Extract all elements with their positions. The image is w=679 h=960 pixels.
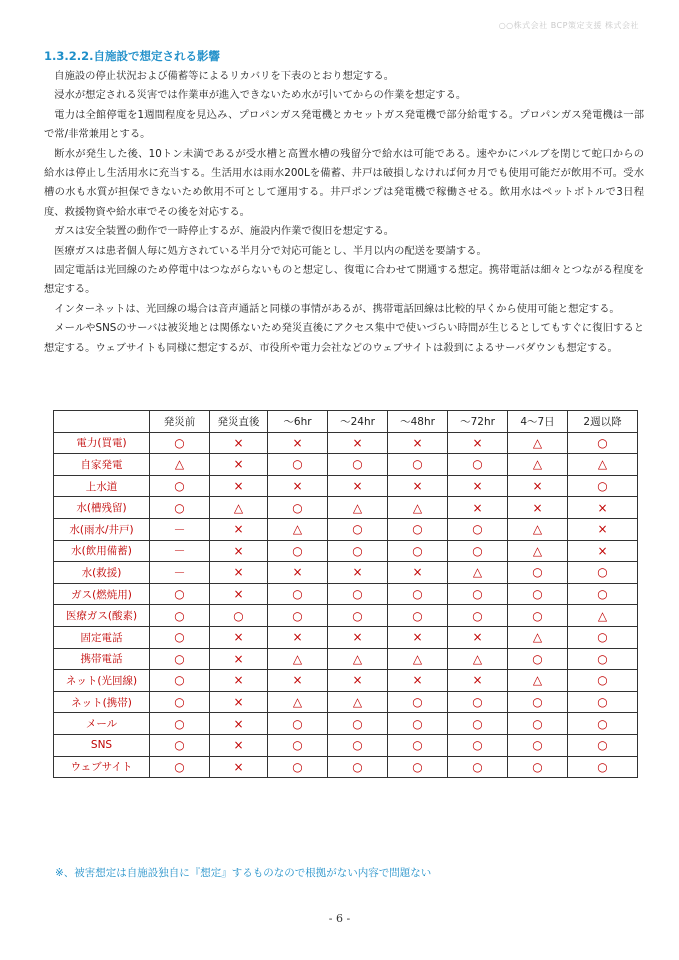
status-mark: △: [150, 454, 210, 476]
status-mark: ○: [448, 605, 508, 627]
row-label: 水(雨水/井戸): [54, 518, 150, 540]
paragraph: ガスは安全装置の動作で一時停止するが、施設内作業で復旧を想定する。: [54, 225, 395, 238]
status-mark: ×: [448, 626, 508, 648]
table-row: [54, 562, 638, 584]
row-label: SNS: [54, 734, 150, 756]
row-label: 自家発電: [54, 454, 150, 476]
paragraph: 電力は全館停電を1週間程度を見込み、プロパンガス発電機とカセットガス発電機で部分給電する。プロパンガス発電機は一部で常/非常兼用とする。: [44, 108, 644, 141]
status-mark: △: [210, 497, 268, 519]
status-mark: ○: [508, 583, 568, 605]
status-mark: ○: [150, 756, 210, 778]
status-mark: ○: [568, 626, 638, 648]
table-header-cell: [54, 411, 150, 433]
status-mark: ○: [448, 518, 508, 540]
status-mark: ○: [328, 583, 388, 605]
row-label: 携帯電話: [54, 648, 150, 670]
status-mark: △: [568, 454, 638, 476]
status-mark: ○: [388, 734, 448, 756]
table-row: [54, 756, 638, 778]
status-mark: ×: [210, 454, 268, 476]
table-header-cell: 発災前: [150, 411, 210, 433]
table-row: [54, 626, 638, 648]
table-header-cell: ～24hr: [328, 411, 388, 433]
status-mark: △: [388, 497, 448, 519]
table-row: [54, 475, 638, 497]
status-mark: ○: [150, 432, 210, 454]
status-mark: ×: [568, 540, 638, 562]
status-mark: ○: [150, 670, 210, 692]
status-mark: ×: [210, 432, 268, 454]
status-mark: ○: [568, 756, 638, 778]
status-mark: ×: [268, 475, 328, 497]
status-mark: ×: [210, 670, 268, 692]
row-label: ネット(光回線): [54, 670, 150, 692]
status-mark: ○: [448, 540, 508, 562]
status-mark: ○: [568, 648, 638, 670]
status-mark: ×: [328, 562, 388, 584]
status-mark: ○: [268, 713, 328, 735]
table-row: [54, 734, 638, 756]
table-header-cell: ～6hr: [268, 411, 328, 433]
status-mark: △: [508, 454, 568, 476]
status-mark: ○: [448, 756, 508, 778]
table-header-cell: 発災直後: [210, 411, 268, 433]
status-mark: ○: [328, 756, 388, 778]
paragraph: インターネットは、光回線の場合は音声通話と同様の事情があるが、携帯電話回線は比較的早くから使用可能と想定する。: [54, 302, 620, 315]
status-mark: ×: [448, 432, 508, 454]
status-mark: ○: [508, 648, 568, 670]
status-mark: ○: [268, 605, 328, 627]
table-row: [54, 518, 638, 540]
status-mark: △: [448, 648, 508, 670]
status-mark: ○: [508, 756, 568, 778]
status-mark: ○: [388, 540, 448, 562]
status-mark: ×: [268, 670, 328, 692]
status-mark: ×: [328, 626, 388, 648]
status-mark: ×: [268, 562, 328, 584]
status-mark: ○: [150, 734, 210, 756]
footnote: ※、被害想定は自施設独自に『想定』するものなので根拠がない内容で問題ない: [55, 867, 432, 879]
status-mark: △: [508, 518, 568, 540]
status-mark: ×: [210, 583, 268, 605]
status-mark: ○: [508, 713, 568, 735]
status-mark: ○: [568, 583, 638, 605]
status-mark: ○: [508, 605, 568, 627]
table-row: [54, 583, 638, 605]
paragraph: 固定電話は光回線のため停電中はつながらないものと想定し、復電に合わせて開通する想定。携帯電話は細々とつながる程度を想定する。: [44, 264, 644, 296]
status-mark: ○: [388, 605, 448, 627]
row-label: 電力(買電): [54, 432, 150, 454]
status-mark: △: [328, 691, 388, 713]
table-body: [54, 432, 638, 778]
status-mark: ○: [568, 713, 638, 735]
status-mark: ×: [388, 562, 448, 584]
table-header-cell: 4～7日: [508, 411, 568, 433]
status-mark: △: [508, 626, 568, 648]
status-mark: ○: [388, 713, 448, 735]
status-mark: △: [268, 691, 328, 713]
row-label: ネット(携帯): [54, 691, 150, 713]
status-mark: △: [268, 648, 328, 670]
status-mark: ○: [568, 475, 638, 497]
status-mark: △: [508, 670, 568, 692]
status-mark: －: [150, 518, 210, 540]
status-mark: ○: [150, 713, 210, 735]
status-mark: ○: [268, 756, 328, 778]
status-mark: ×: [210, 734, 268, 756]
status-mark: ○: [448, 713, 508, 735]
status-mark: ○: [150, 497, 210, 519]
status-mark: ○: [568, 562, 638, 584]
status-mark: ×: [448, 497, 508, 519]
status-mark: ○: [150, 648, 210, 670]
status-mark: ○: [508, 562, 568, 584]
status-mark: ○: [328, 454, 388, 476]
status-mark: ×: [508, 497, 568, 519]
row-label: 固定電話: [54, 626, 150, 648]
status-mark: ×: [328, 475, 388, 497]
status-mark: ×: [210, 648, 268, 670]
status-mark: ×: [210, 518, 268, 540]
status-mark: ×: [448, 475, 508, 497]
status-mark: ○: [388, 454, 448, 476]
header-mark: ○○株式会社 BCP策定支援 株式会社: [498, 21, 639, 30]
table-row: [54, 432, 638, 454]
status-mark: ○: [268, 734, 328, 756]
paragraph: 断水が発生した後、10トン未満であるが受水槽と高置水槽の残留分で給水は可能である。速やかにバルブを閉じて蛇口からの給水は停止し生活用水に充当する。生活用水は雨水200Lを備蓄、井戸は破損しなければ何カ月でも使用可能だが飲用不可。受水槽の水も水質が担保できないため飲用不可として運用する。井戸ポンプは発電機で稼働させる。飲用水はペットボトルで3日程度、救援物資や給水車でその後を対応する。: [44, 147, 644, 218]
status-mark: ○: [328, 540, 388, 562]
status-mark: ×: [268, 432, 328, 454]
status-mark: ○: [150, 691, 210, 713]
status-mark: ○: [448, 691, 508, 713]
table-row: [54, 713, 638, 735]
status-mark: △: [328, 648, 388, 670]
status-mark: ×: [328, 432, 388, 454]
status-mark: ×: [210, 475, 268, 497]
table-header-row: [54, 411, 638, 433]
status-mark: ×: [268, 626, 328, 648]
table-header-cell: 2週以降: [568, 411, 638, 433]
row-label: メール: [54, 713, 150, 735]
status-mark: ×: [210, 540, 268, 562]
table-header-cell: ～48hr: [388, 411, 448, 433]
table-row: [54, 691, 638, 713]
status-mark: ○: [328, 605, 388, 627]
row-label: 医療ガス(酸素): [54, 605, 150, 627]
row-label: 水(救援): [54, 562, 150, 584]
status-mark: △: [508, 432, 568, 454]
row-label: 水(飲用備蓄): [54, 540, 150, 562]
status-mark: ○: [328, 713, 388, 735]
status-mark: ○: [568, 670, 638, 692]
row-label: ウェブサイト: [54, 756, 150, 778]
status-mark: ○: [150, 626, 210, 648]
status-mark: ○: [448, 454, 508, 476]
body-text: [44, 67, 644, 358]
impact-table: [53, 410, 638, 778]
status-mark: ×: [568, 497, 638, 519]
status-mark: ○: [508, 734, 568, 756]
status-mark: ○: [328, 734, 388, 756]
paragraph: 浸水が想定される災害では作業車が進入できないため水が引いてからの作業を想定する。: [54, 89, 467, 102]
paragraph: メールやSNSのサーバは被災地とは関係ないため発災直後にアクセス集中で使いづらい時間が生じるとしてもすぐに復旧すると想定する。ウェブサイトも同様に想定するが、市役所や電力会社などのウェブサイトは殺到によるサーバダウンも想定する。: [44, 322, 644, 354]
status-mark: ○: [210, 605, 268, 627]
table-row: [54, 670, 638, 692]
table-row: [54, 497, 638, 519]
status-mark: △: [448, 562, 508, 584]
status-mark: ○: [568, 691, 638, 713]
status-mark: ○: [268, 540, 328, 562]
status-mark: ×: [210, 626, 268, 648]
status-mark: ○: [508, 691, 568, 713]
table-row: [54, 540, 638, 562]
status-mark: －: [150, 540, 210, 562]
status-mark: ○: [448, 583, 508, 605]
status-mark: ○: [268, 454, 328, 476]
status-mark: ○: [268, 497, 328, 519]
status-mark: ○: [150, 605, 210, 627]
paragraph: 医療ガスは患者個人毎に処方されている半月分で対応可能とし、半月以内の配送を要請する。: [54, 244, 487, 257]
table-header-cell: ～72hr: [448, 411, 508, 433]
status-mark: ×: [210, 562, 268, 584]
status-mark: ×: [448, 670, 508, 692]
row-label: 水(槽残留): [54, 497, 150, 519]
status-mark: ×: [508, 475, 568, 497]
table-row: [54, 454, 638, 476]
status-mark: ○: [150, 475, 210, 497]
status-mark: －: [150, 562, 210, 584]
status-mark: △: [568, 605, 638, 627]
status-mark: ○: [568, 432, 638, 454]
status-mark: ○: [388, 691, 448, 713]
status-mark: ×: [388, 670, 448, 692]
status-mark: ×: [210, 691, 268, 713]
status-mark: ○: [448, 734, 508, 756]
status-mark: ×: [388, 475, 448, 497]
status-mark: △: [268, 518, 328, 540]
table-row: [54, 648, 638, 670]
status-mark: ○: [388, 518, 448, 540]
table-row: [54, 605, 638, 627]
status-mark: ○: [150, 583, 210, 605]
status-mark: ○: [328, 518, 388, 540]
section-heading: 1.3.2.2.自施設で想定される影響: [44, 49, 220, 63]
status-mark: ○: [568, 734, 638, 756]
status-mark: ○: [268, 583, 328, 605]
status-mark: ×: [210, 713, 268, 735]
status-mark: ×: [388, 626, 448, 648]
status-mark: △: [388, 648, 448, 670]
status-mark: ×: [388, 432, 448, 454]
status-mark: △: [508, 540, 568, 562]
status-mark: ×: [328, 670, 388, 692]
status-mark: △: [328, 497, 388, 519]
row-label: 上水道: [54, 475, 150, 497]
paragraph: 自施設の停止状況および備蓄等によるリカバリを下表のとおり想定する。: [54, 70, 394, 82]
status-mark: ×: [210, 756, 268, 778]
status-mark: ○: [388, 583, 448, 605]
status-mark: ○: [388, 756, 448, 778]
page-number: - 6 -: [328, 912, 351, 925]
row-label: ガス(燃焼用): [54, 583, 150, 605]
status-mark: ×: [568, 518, 638, 540]
